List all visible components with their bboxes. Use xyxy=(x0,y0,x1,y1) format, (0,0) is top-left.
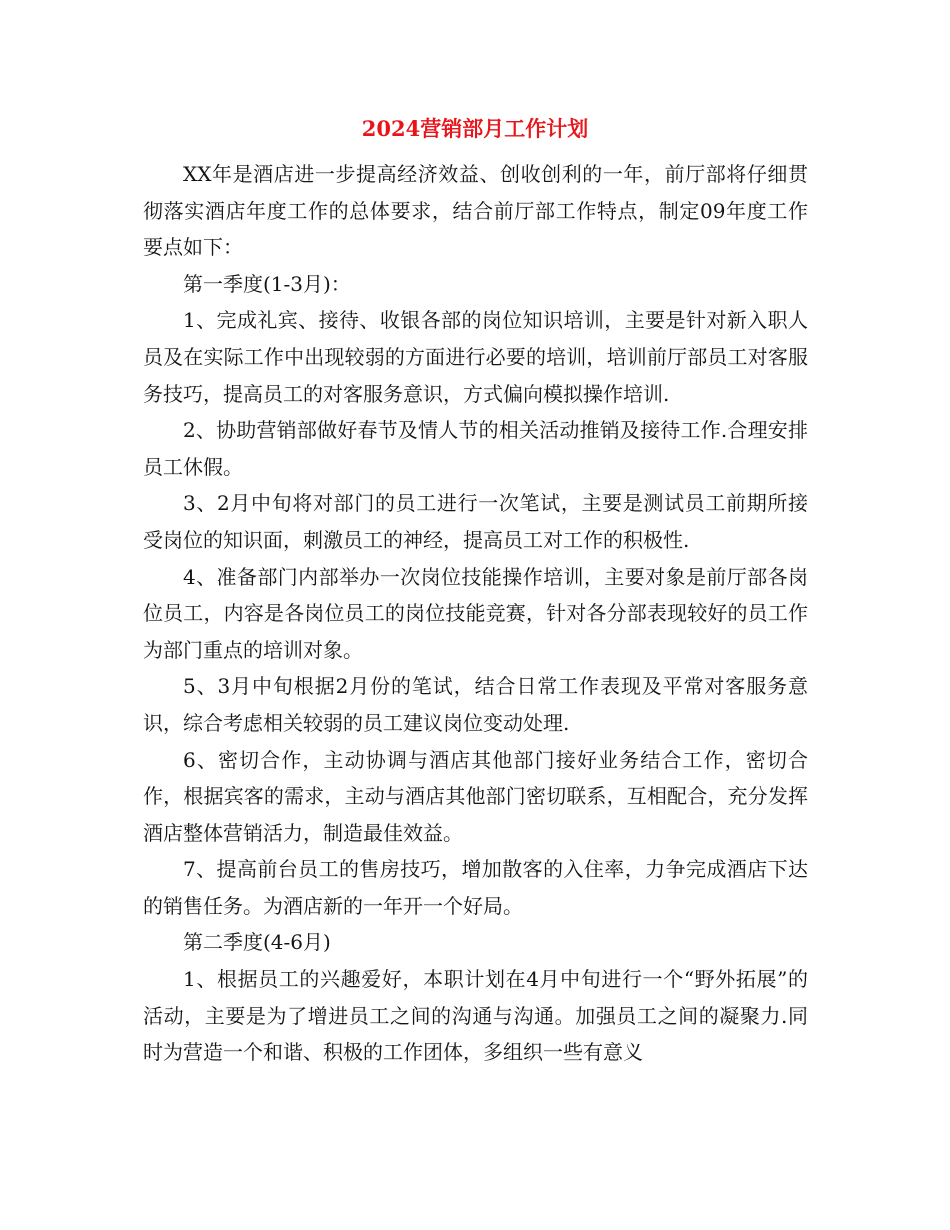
q2-item-1: 1、根据员工的兴趣爱好，本职计划在4月中旬进行一个“野外拓展”的活动，主要是为了增进员工之间的沟通与沟通。加强员工之间的凝聚力.同时为营造一个和谐、积极的工作团体，多组织一些有意义 xyxy=(143,967,808,1065)
document-title: 2024营销部月工作计划 xyxy=(361,116,589,141)
section-heading-q1: 第一季度(1-3月)： xyxy=(183,271,351,296)
q1-item-3: 3、2月中旬将对部门的员工进行一次笔试，主要是测试员工前期所接受岗位的知识面，刺激员工的神经，提高员工对工作的积极性. xyxy=(143,491,808,552)
q1-item-6: 6、密切合作，主动协调与酒店其他部门接好业务结合工作，密切合作，根据宾客的需求，主动与酒店其他部门密切联系，互相配合，充分发挥酒店整体营销活力，制造最佳效益。 xyxy=(143,747,808,845)
q1-item-5: 5、3月中旬根据2月份的笔试，结合日常工作表现及平常对客服务意识，综合考虑相关较弱的员工建议岗位变动处理. xyxy=(143,674,808,735)
q1-item-1: 1、完成礼宾、接待、收银各部的岗位知识培训，主要是针对新入职人员及在实际工作中出现较弱的方面进行必要的培训，培训前厅部员工对客服务技巧，提高员工的对客服务意识，方式偏向模拟操作培训. xyxy=(143,308,808,406)
q1-item-7: 7、提高前台员工的售房技巧，增加散客的入住率，力争完成酒店下达的销售任务。为酒店新的一年开一个好局。 xyxy=(143,857,808,918)
q1-item-2: 2、协助营销部做好春节及情人节的相关活动推销及接待工作.合理安排员工休假。 xyxy=(143,418,808,479)
intro-paragraph: XX年是酒店进一步提高经济效益、创收创利的一年，前厅部将仔细贯彻落实酒店年度工作的总体要求，结合前厅部工作特点，制定09年度工作要点如下： xyxy=(143,162,808,260)
document-body xyxy=(143,156,808,1071)
section-heading-q2: 第二季度(4-6月) xyxy=(183,930,331,955)
q1-item-4: 4、准备部门内部举办一次岗位技能操作培训，主要对象是前厅部各岗位员工，内容是各岗位员工的岗位技能竞赛，针对各分部表现较好的员工作为部门重点的培训对象。 xyxy=(143,564,808,662)
